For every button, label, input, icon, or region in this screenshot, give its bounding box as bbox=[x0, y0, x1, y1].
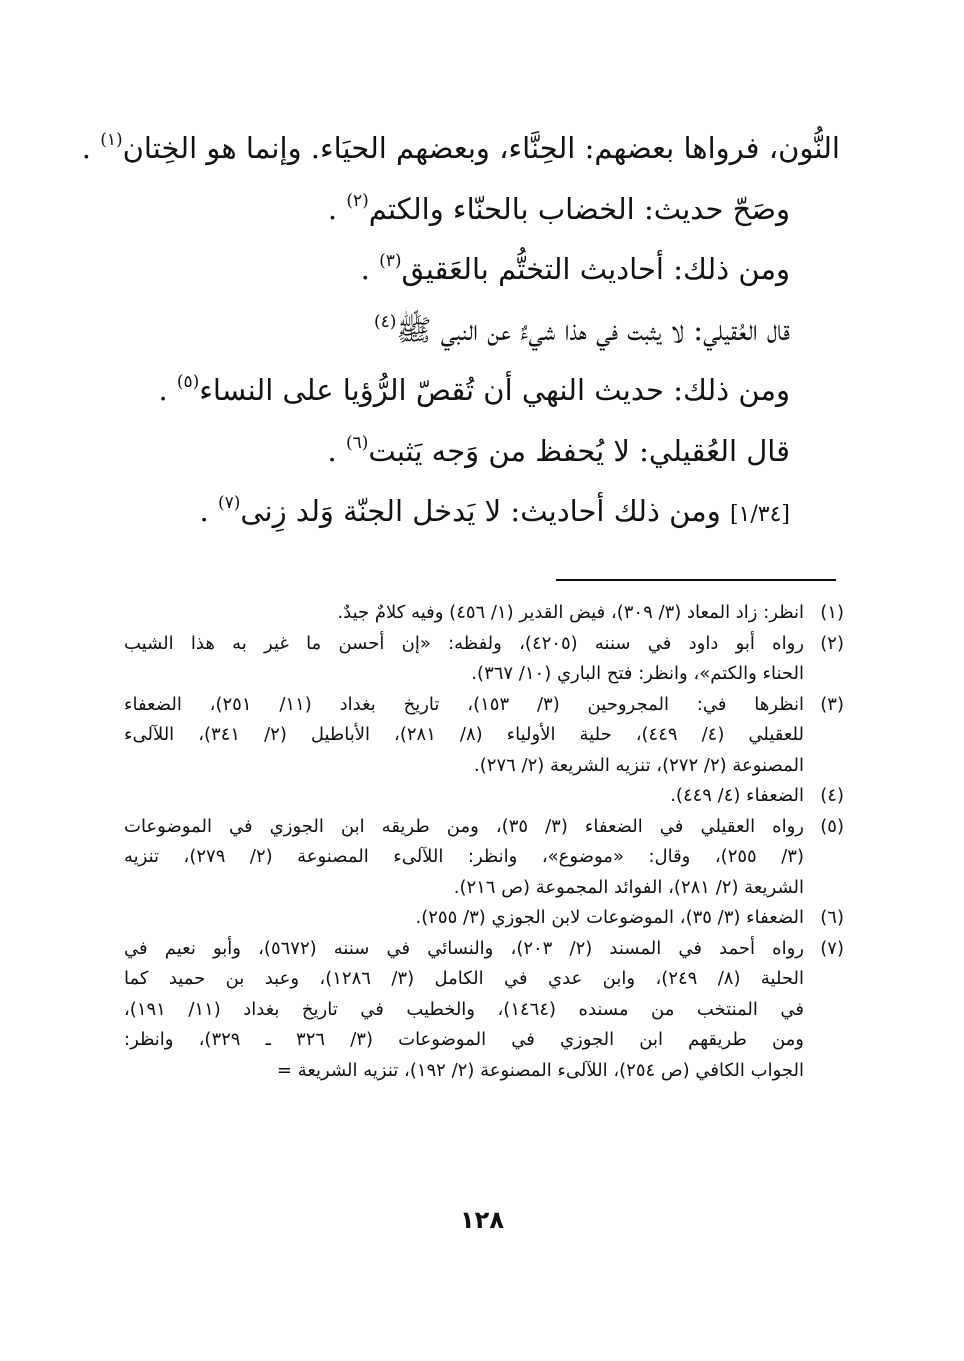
main-text bbox=[81, 118, 840, 542]
footnote-line: المصنوعة (٢/ ٢٧٢)، تنزيه الشريعة (٢/ ٢٧٦). bbox=[474, 754, 804, 776]
footnote-line: للعقيلي (٤/ ٤٤٩)، حلية الأولياء (٨/ ٢٨١)، الأباطيل (٢/ ٣٤١)، اللآلىء bbox=[124, 724, 804, 745]
footnote-separator bbox=[556, 579, 836, 581]
footnote-number: (٤) bbox=[820, 785, 844, 806]
footnote-line: الحناء والكتم»، وانظر: فتح الباري (١٠/ ٣٦٧). bbox=[471, 663, 804, 684]
text-line-2-tail: . bbox=[327, 191, 347, 226]
footnote-line: الضعفاء (٣/ ٣٥)، الموضوعات لابن الجوزي (٣/ ٢٥٥). bbox=[415, 907, 804, 928]
footnote bbox=[124, 934, 844, 1087]
text-line-5-tail: . bbox=[158, 373, 177, 407]
text-line-7-tail: . bbox=[199, 494, 218, 528]
footnote-body bbox=[124, 629, 804, 690]
text-line-5 bbox=[110, 360, 840, 421]
footnote bbox=[124, 690, 844, 782]
footnote-number: (١) bbox=[820, 602, 844, 623]
text-line-6 bbox=[110, 421, 840, 482]
footnote-line: رواه أبو داود في سننه (٤٢٠٥)، ولفظه: «إن أحسن ما غير به هذا الشيب bbox=[124, 632, 804, 654]
footnote-line: رواه أحمد في المسند (٢/ ٢٠٣)، والنسائي في سننه (٥٦٧٢)، وأبو نعيم في bbox=[124, 937, 804, 959]
footnote-line: انظر: زاد المعاد (٣/ ٣٠٩)، فيض القدير (١/ ٤٥٦) وفيه كلامٌ جيدٌ. bbox=[337, 602, 804, 623]
footnote bbox=[124, 812, 844, 904]
footnote bbox=[124, 781, 844, 812]
footnote-number: (٢) bbox=[820, 632, 844, 654]
text-line-2-body: وصَحّ حديث: الخضاب بالحنّاء والكتم bbox=[368, 191, 790, 226]
text-line-1-tail: . bbox=[81, 131, 101, 165]
footnote-line: انظرها في: المجروحين (٣/ ١٥٣)، تاريخ بغداد (١١/ ٢٥١)، الضعفاء bbox=[124, 693, 804, 715]
footnote-ref-3[interactable]: (٣) bbox=[379, 251, 402, 271]
text-line-1 bbox=[81, 118, 840, 179]
footnote-body bbox=[124, 812, 804, 904]
footnote-line: ومن طريقهم ابن الجوزي في الموضوعات (٣/ ٣٢٦ ـ ٣٢٩)، وانظر: bbox=[124, 1029, 804, 1050]
footnote-body bbox=[124, 690, 804, 782]
text-line-6-body: قال العُقيلي: لا يُحفظ من وَجه يَثبت bbox=[368, 433, 790, 468]
text-line-6-tail: . bbox=[327, 433, 346, 468]
text-line-3-tail: . bbox=[360, 252, 380, 286]
text-line-1-body: النُّون، فرواها بعضهم: الحِنَّاء، وبعضهم الحيَاء. وإنما هو الخِتان bbox=[122, 131, 840, 165]
footnotes bbox=[124, 598, 844, 1086]
footnote-body bbox=[124, 781, 804, 812]
footnote bbox=[124, 629, 844, 690]
text-line-7-body: ومن ذلك أحاديث: لا يَدخل الجنّة وَلد زِنى bbox=[240, 494, 730, 528]
footnote-number: (٣) bbox=[820, 693, 844, 715]
footnote-line: رواه العقيلي في الضعفاء (٣/ ٣٥)، ومن طريقه ابن الجوزي في الموضوعات bbox=[124, 815, 804, 837]
manuscript-folio-ref: [١/٣٤] bbox=[729, 502, 790, 527]
footnote-number: (٧) bbox=[820, 937, 844, 959]
footnote-ref-6[interactable]: (٦) bbox=[345, 432, 369, 453]
text-line-5-body: ومن ذلك: حديث النهي أن تُقصّ الرُّؤيا على النساء bbox=[199, 373, 790, 407]
text-line-4 bbox=[110, 300, 840, 361]
footnote-line: (٣/ ٢٥٥)، وقال: «موضوع»، وانظر: اللآلىء المصنوعة (٢/ ٢٧٩)، تنزيه bbox=[124, 846, 804, 867]
text-line-3 bbox=[110, 239, 840, 300]
footnote-ref-1[interactable]: (١) bbox=[100, 130, 123, 150]
footnote-line: الحلية (٨/ ٢٤٩)، وابن عدي في الكامل (٣/ ١٢٨٦)، وعبد بن حميد كما bbox=[124, 968, 804, 989]
footnote-ref-2[interactable]: (٢) bbox=[346, 190, 369, 211]
footnote-number: (٥) bbox=[820, 815, 844, 837]
footnote-line: الجواب الكافي (ص ٢٥٤)، اللآلىء المصنوعة (٢/ ١٩٢)، تنزيه الشريعة = bbox=[276, 1059, 804, 1081]
footnote-ref-5[interactable]: (٥) bbox=[176, 372, 200, 392]
footnote-line: الشريعة (٢/ ٢٨١)، الفوائد المجموعة (ص ٢١٦). bbox=[453, 876, 804, 898]
text-line-3-body: ومن ذلك: أحاديث التختُّم بالعَقيق bbox=[401, 252, 790, 286]
footnote-number: (٦) bbox=[820, 907, 844, 928]
page-number: ١٢٨ bbox=[460, 1206, 504, 1234]
text-line-4-body: قال العُقيلي: لا يثبت في هذا شيءٌ عن النبي ﷺ bbox=[396, 312, 790, 347]
footnote-body bbox=[124, 903, 804, 934]
footnote-line: في المنتخب من مسنده (١٤٦٤)، والخطيب في تاريخ بغداد (١١/ ١٩١)، bbox=[124, 998, 804, 1020]
footnote-line: الضعفاء (٤/ ٤٤٩). bbox=[670, 785, 804, 806]
footnote bbox=[124, 903, 844, 934]
footnote-body bbox=[124, 934, 804, 1087]
footnote-ref-7[interactable]: (٧) bbox=[217, 493, 241, 513]
footnote-body bbox=[124, 598, 804, 629]
footnote-ref-4[interactable]: (٤) bbox=[373, 311, 397, 332]
text-line-2 bbox=[110, 179, 840, 240]
text-line-7 bbox=[110, 481, 840, 542]
footnote bbox=[124, 598, 844, 629]
